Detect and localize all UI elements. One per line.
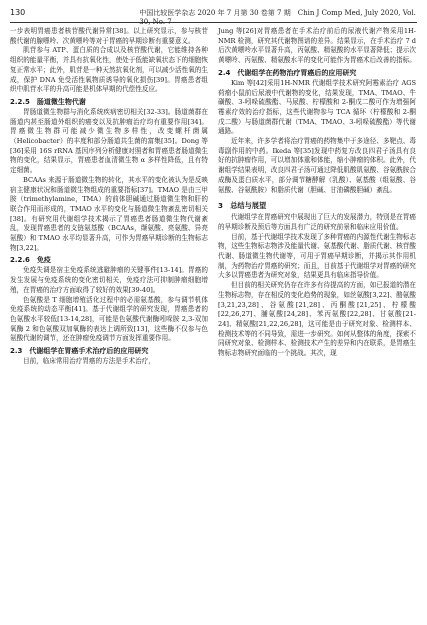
left-subsection-heading: 2.2.5 肠道微生物代谢 bbox=[10, 97, 86, 106]
right-section-heading: 2.4 代谢组学在药物治疗胃癌后的应用研究 bbox=[218, 68, 357, 77]
left-subsection-heading: 2.2.6 免疫 bbox=[10, 256, 51, 265]
right-paragraph: 近年来，许多学者将治疗胃癌的药物集中于多途径、多靶点、毒毒副作用的中药。Ikeda 等[35]发现中药复方改良四君子汤具有良好的抗肿瘤作用，可以增加体重和体能，缩小肿瘤的体积。此外，代谢组学结果表明，改良四君子汤可通过降低肌酸肌氨酸、谷氨酰胺合成酶及蛋白质水平，部分调节糖酵解（乳酸）、氨基酸（组氨酸、谷氨酸、谷氨酰胺）和脂质代谢（胆碱、甘油磷酸胆碱）紊乱。 bbox=[218, 137, 416, 194]
right-section-heading: 3 总结与展望 bbox=[218, 201, 267, 211]
left-paragraph: 一步表明胃癌患者核苷酸代谢异常[38]。以上研究显示，参与核苷酸代谢的腺嘌呤、次黄嘌呤等对于胃癌的早期诊断有重要意义。 bbox=[10, 27, 208, 45]
right-paragraph: 但目前的相关研究仍存在许多有待提高的方面，如已报道的潜在生物标志物，存在相反的变化趋势的现象，如丝氨酸[3,22]、酪氨酸[3,21,23,28]、谷氨酸[21,28]、丙酮酸[21,25]、柠檬酸[22,26,27]、脯氨酸[24,28]、苯丙氨酸[22,28]、甘氨酸[21-24]、精氨酸[21,22,26,28]，这可能是由于研究对象、检测样本、检测技术等的不同导致，需进一步研究。如何从整体的角度，探索不同研究对象、检测样本、检测技术产生的差异和内在联系，是胃癌生物标志物研究面临的一个挑战。其次，现 bbox=[218, 281, 416, 358]
left-paragraph: BCAAs 来源于肠道微生物的转化，其水平的变化被认为是反映宿主健康状况和肠道微生物组成的重要指标[37]。TMAO 是由三甲胺（trimethylamine，TMA）的前体胆碱通过肠道微生物和肝的联合作用而形成的，TMAO 水平的变化与肠道微生物紊乱密切相关[38]。有研究用代谢组学技术揭示了胃癌患者肠道微生物代谢紊乱，发现胃癌患者的支链氨基酸（BCAAs，缬氨酸、亮氨酸、异亮氨酸）和 TMAO 水平均显著升高，可作为胃癌早期诊断的生物标志物[3,22]。 bbox=[10, 175, 208, 252]
left-paragraph: 目前，临床常用治疗胃癌的方法是手术治疗， bbox=[23, 357, 155, 366]
left-paragraph: 色氨酸是 T 细胞增殖活化过程中的必需氨基酸，参与调节机体免疫系统的动态平衡[41]。基于代谢组学的研究发现，胃癌患者的色氨酸水平较低[13-14,28]，可能是色氨酸代谢酶吲哚胺 2,3-双加氧酶 2 和色氨酸双加氧酶的表达上调所致[13]，这些酶不仅参与色氨酸代谢的调节，还在肿瘤免疫调节方面发挥重要作用。 bbox=[10, 295, 208, 343]
right-paragraph: 代谢组学在胃癌研究中展现出了巨大的发展潜力，特别是在胃癌的早期诊断及预后等方面具有广泛的研究前景和临床应用价值。 bbox=[218, 213, 416, 231]
left-paragraph: 胃肠道微生物群与消化系统疾病密切相关[32-33]。肠道菌群在肠道内甚至肠道外组织的癌变以及抗肿瘤治疗均有重要作用[34]。胃癌微生物群可能减少微生物多样性，改变螺杆菌属（Helicobacter）的丰度和部分肠道共生菌的富集[35]。Dong 等[36]采用 16S rRNA 基因序列分析健康对照者和胃癌患者肠道微生物的变化，结果显示，胃癌患者血清微生物 α 多样性降低，且有特定细菌。 bbox=[10, 107, 208, 175]
right-paragraph: Jung 等[26]对胃癌患者在手术治疗前后的尿液代谢产物采用1H-NMR 检测，研究其代谢物图谱的差异。结果显示，在手术治疗 7 d 后次黄嘌呤水平显著升高，丙氨酸、精氨酸的水平显著降低；提示次黄嘌呤、丙氨酸、精氨酸水平的变化可能作为胃癌术后改善的指标。 bbox=[218, 27, 416, 65]
two-column-body bbox=[10, 27, 417, 367]
page-number: 130 bbox=[10, 8, 26, 17]
left-column bbox=[10, 27, 208, 367]
right-paragraph: Kim 等[42]采用1H-NMR 代谢组学技术研究阿霉素治疗 AGS 荷瘤小鼠前后尿液中代谢物的变化，结果发现，TMA、TMAO、牛磺酸、3-吲哚硫酸酯、马尿酸、柠檬酸和 2-酮戊二酸可作为增强阿霉素疗效的治疗指标，这些代谢物参与 TCA 循环（柠檬酸和 2-酮戊二酸）与肠道菌群代谢（TMA、TMAO、3-吲哚硫酸酯）等代谢通路。 bbox=[218, 78, 416, 136]
page-header bbox=[10, 8, 417, 26]
left-paragraph: 免疫失调是宿主免疫系统逃避肿瘤的关键事件[13-14]。胃癌的发生发展与免疫系统的变化密切相关，免疫疗法可抑制肿瘤细胞增殖，在胃癌的治疗方面取得了较好的效果[39-40]。 bbox=[10, 266, 208, 294]
left-section-heading: 2.3 代谢组学在胃癌手术治疗后的应用研究 bbox=[10, 347, 149, 356]
right-paragraph: 目前，基于代谢组学技术发现了多种胃癌的内源性代谢生物标志物，这些生物标志物涉及能量代谢、氨基酸代谢、脂质代谢、核苷酸代谢、肠道微生物代谢等，可用于胃癌早期诊断，并揭示其作用机制，为药物治疗胃癌的研究；而且，目前基于代谢组学对胃癌的研究大多以胃癌患者为研究对象，结果更具有临床指导价值。 bbox=[218, 232, 416, 280]
left-paragraph: 肌苷参与 ATP、蛋白质的合成以及核苷酸代谢，它能维持各种组织的能量平衡，并具有抗氧化性，使处于低能缺氧状态下的细胞恢复正常水平；此外，肌苷是一种天然抗氧化剂，可以减少活性氧的生成，保护 DNA 免受活性氧物质诱导的氧化损伤[39]。胃癌患者组织中肌苷水平的升高可能是机体早期的代偿性反应。 bbox=[10, 46, 208, 94]
right-column bbox=[218, 27, 416, 367]
journal-citation: 中国比较医学杂志 2020 年 7 月第 30 卷第 7 期 Chin J Comp Med, July 2020, Vol. 30, No. 7 bbox=[139, 9, 416, 26]
